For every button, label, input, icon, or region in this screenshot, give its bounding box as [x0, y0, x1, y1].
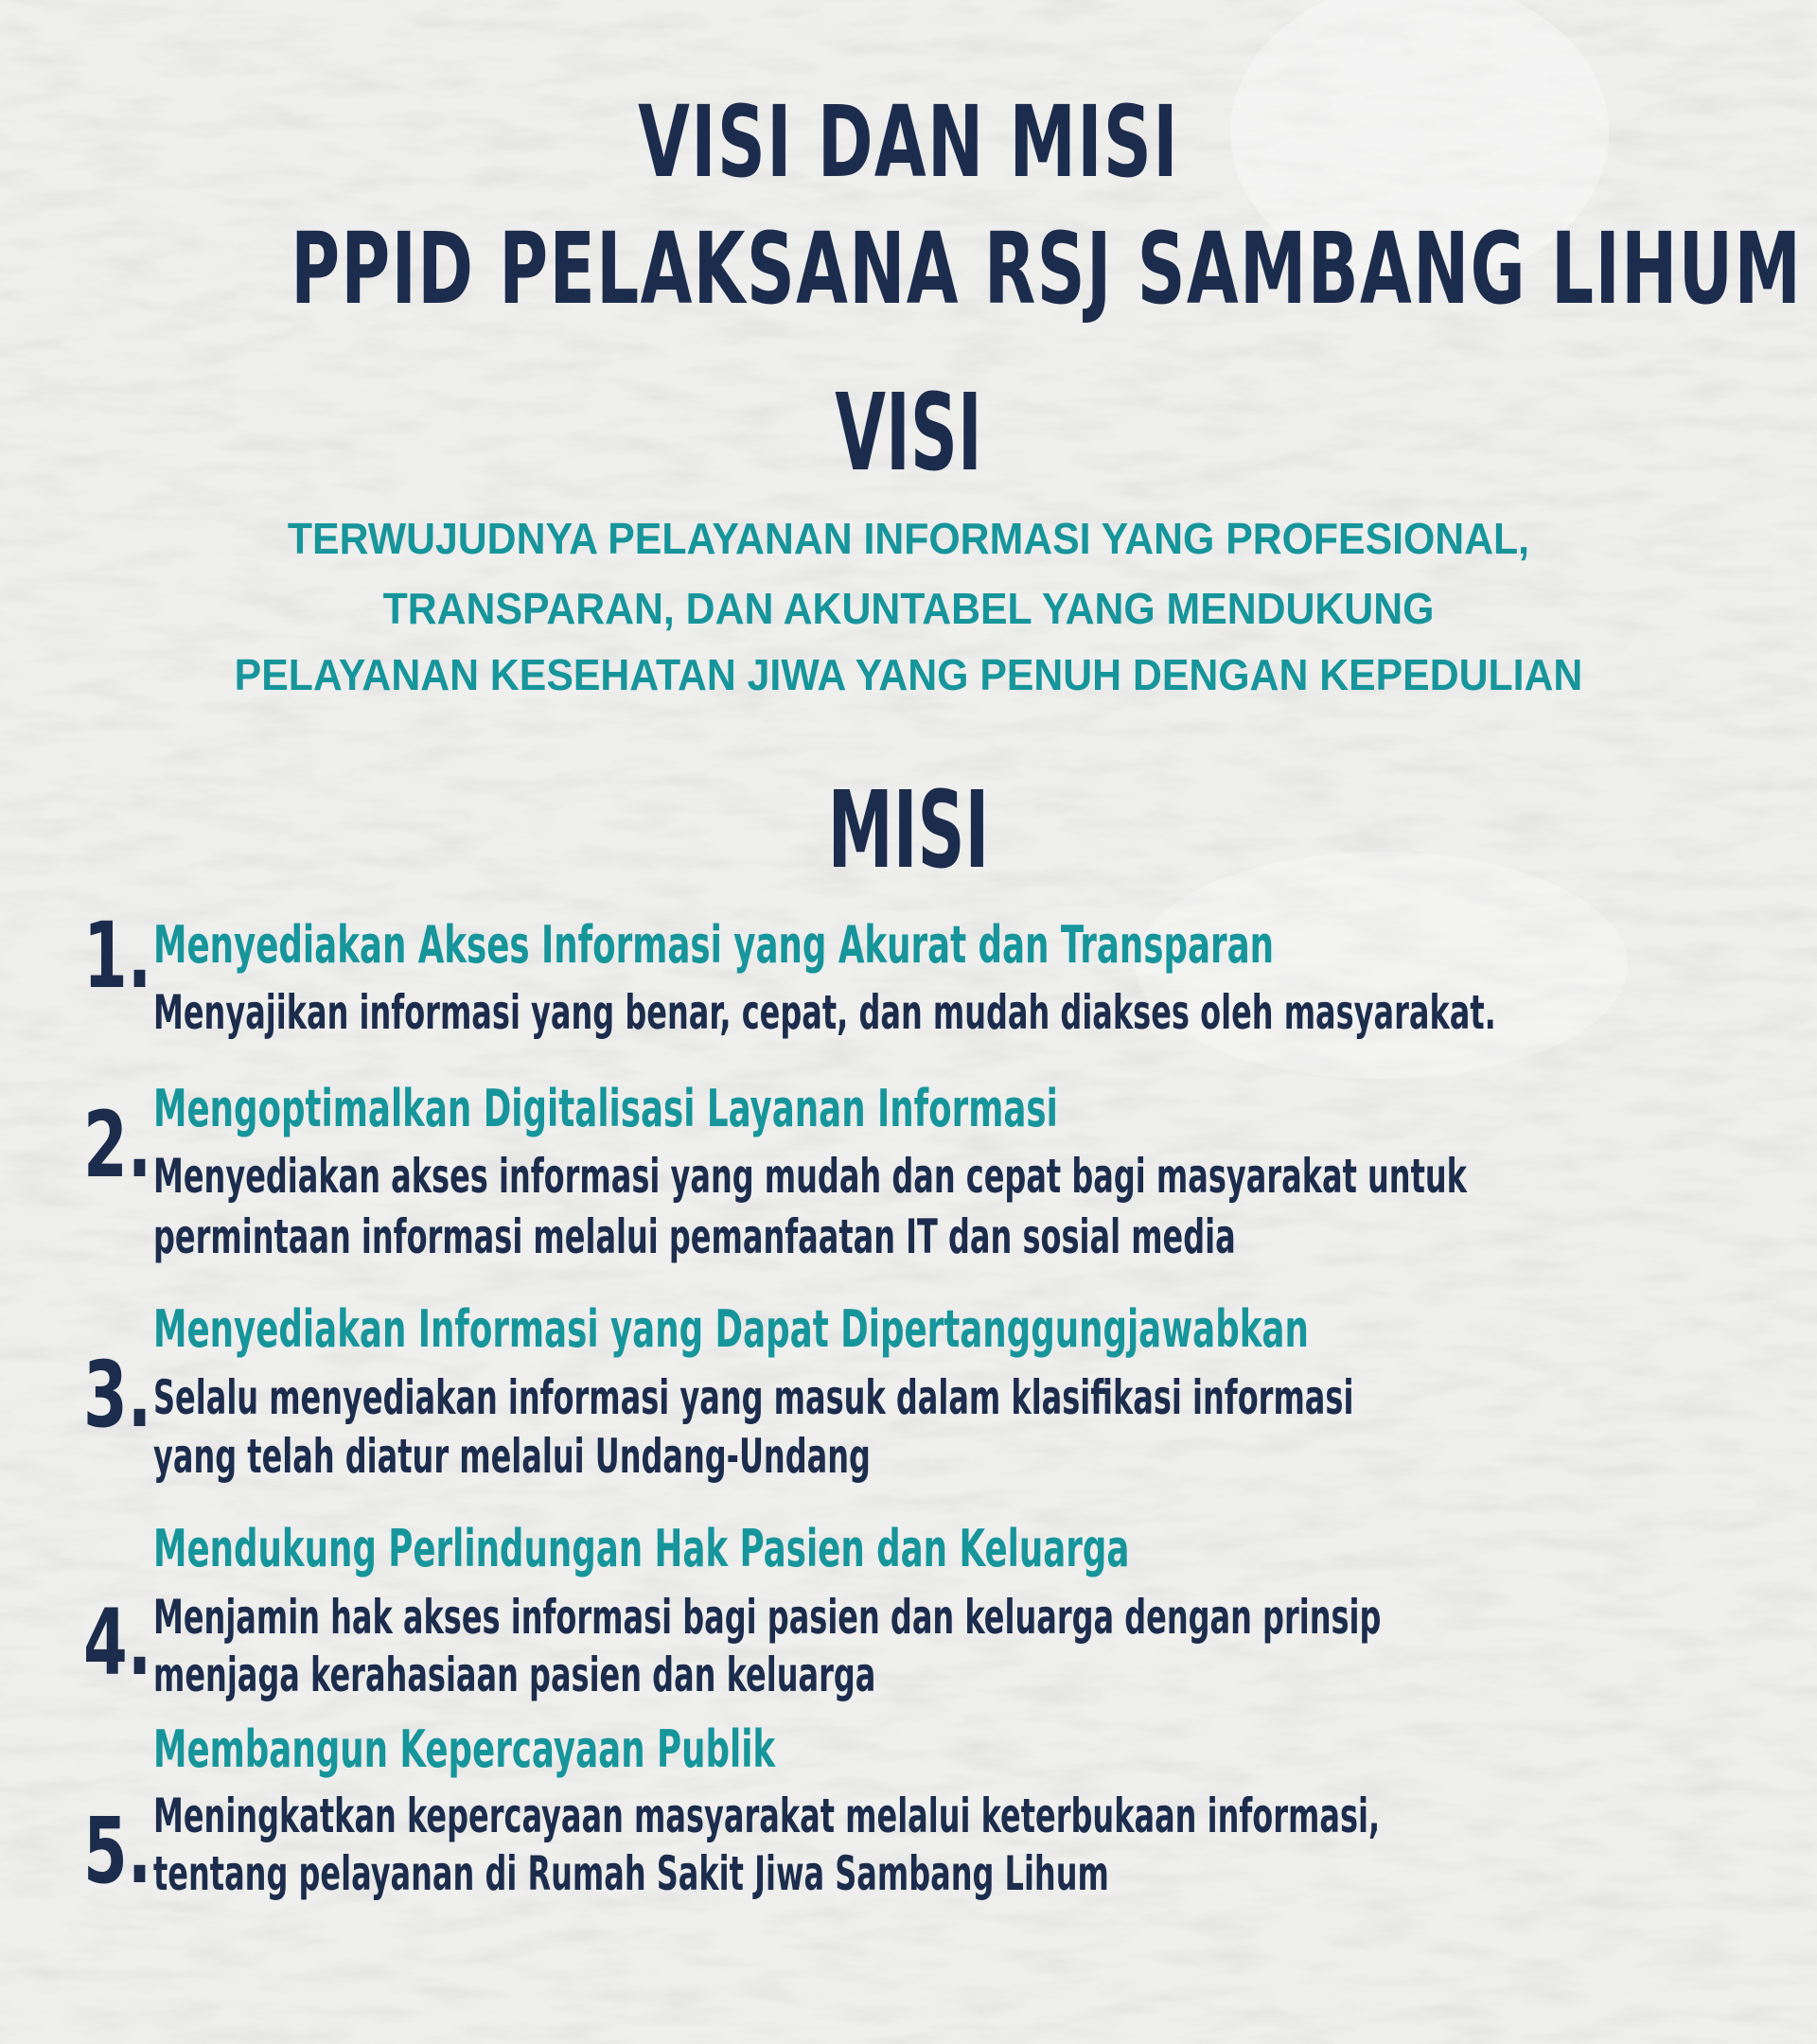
misi-heading: MISI — [827, 769, 990, 892]
mission-desc-4-line-1: Menjamin hak akses informasi bagi pasien dan keluarga dengan prinsip — [153, 1590, 1382, 1645]
mission-number-4: 4. — [83, 1590, 152, 1696]
mission-number-2: 2. — [83, 1092, 152, 1198]
visi-text-line-2: TRANSPARAN, DAN AKUNTABEL YANG MENDUKUNG — [382, 584, 1435, 633]
mission-desc-4-line-2: menjaga kerahasiaan pasien dan keluarga — [153, 1648, 876, 1702]
visi-text-line-3: PELAYANAN KESEHATAN JIWA YANG PENUH DENGAN KEPEDULIAN — [234, 650, 1583, 699]
mission-desc-3-line-1: Selalu menyediakan informasi yang masuk dalam klasifikasi informasi — [153, 1370, 1354, 1425]
mission-title-3: Menyediakan Informasi yang Dapat Dipertanggungjawabkan — [153, 1299, 1309, 1359]
page-title-line-2: PPID PELAKSANA RSJ SAMBANG LIHUM — [291, 211, 1803, 326]
mission-number-1: 1. — [83, 903, 152, 1009]
mission-desc-5-line-2: tentang pelayanan di Rumah Sakit Jiwa Sambang Lihum — [153, 1846, 1109, 1901]
mission-number-5: 5. — [83, 1798, 152, 1904]
mission-title-4: Mendukung Perlindungan Hak Pasien dan Keluarga — [153, 1519, 1130, 1578]
visi-text-line-1: TERWUJUDNYA PELAYANAN INFORMASI YANG PROFESIONAL, — [287, 514, 1530, 563]
visi-heading: VISI — [835, 372, 982, 495]
mission-title-1: Menyediakan Akses Informasi yang Akurat dan Transparan — [153, 915, 1275, 975]
page-title-line-1: VISI DAN MISI — [638, 84, 1179, 200]
mission-title-2: Mengoptimalkan Digitalisasi Layanan Informasi — [153, 1079, 1058, 1138]
mission-desc-2-line-1: Menyediakan akses informasi yang mudah dan cepat bagi masyarakat untuk — [153, 1149, 1467, 1204]
mission-desc-3-line-2: yang telah diatur melalui Undang-Undang — [153, 1429, 871, 1484]
mission-title-5: Membangun Kepercayaan Publik — [153, 1719, 776, 1779]
mission-desc-1-line-1: Menyajikan informasi yang benar, cepat, dan mudah diakses oleh masyarakat. — [153, 985, 1496, 1040]
mission-desc-5-line-1: Meningkatkan kepercayaan masyarakat melalui keterbukaan informasi, — [153, 1788, 1381, 1843]
mission-desc-2-line-2: permintaan informasi melalui pemanfaatan IT dan sosial media — [153, 1209, 1236, 1264]
mission-number-3: 3. — [83, 1342, 152, 1448]
